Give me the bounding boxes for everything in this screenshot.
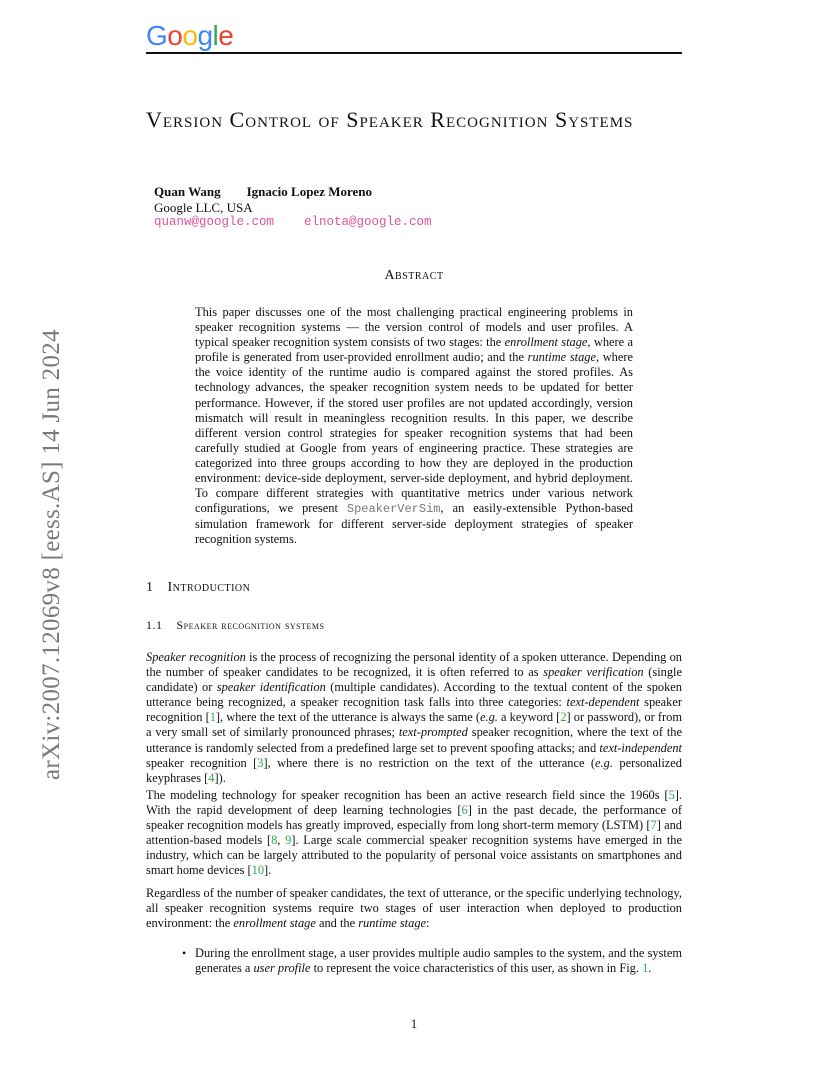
text: ]. Large scale commercial speaker recognition systems have emerged in the industry, which can be largely attributed to the popularity of personal voice assistants on smartphones and smart home devices [ [146,833,682,878]
text: ] in the past decade, the performance of speaker recognition models has greatly improved, especially from long short-term memory (LSTM) [ [146,803,683,833]
subsection-title: Speaker recognition systems [176,618,325,632]
author-emails [154,215,432,231]
text: (multiple candidates). According to the textual content of the spoken utterance being recognized, a speaker recognition task falls into three categories: [146,680,682,710]
citation-link[interactable]: 5 [668,788,675,802]
abstract-text: This paper discusses one of the most challenging practical engineering problems in speaker recognition systems — the version control of models and user profiles. A typical speaker recognition system consists of two stages: the [195,305,633,350]
author-name: Quan Wang [154,184,221,199]
affiliation: Google LLC, USA [154,199,253,215]
text: ] or password), or from a very small set of similarly pronounced phrases; [146,710,682,740]
citation-link[interactable]: 9 [285,833,292,848]
text: and the [315,916,359,931]
text: is the process of recognizing the personal identity of a spoken utterance. Depending on the number of speaker candidates to be recognized, it is often referred to as [146,650,683,680]
header-rule [146,52,682,54]
subsection-number: 1.1 [146,618,163,632]
text: ]. With the rapid development of deep learning technologies [ [146,788,682,818]
citation-link[interactable]: 10 [251,863,265,878]
section-number: 1 [146,580,154,595]
abstract-text: , an easily-extensible Python-based simulation framework for different server-side deployment strategies of speaker recognition systems. [195,501,633,547]
abstract-body [195,305,633,548]
logo-letter: g [197,20,213,51]
author-block [154,184,432,231]
citation-link[interactable]: 2 [560,710,567,725]
emphasis: text-independent [599,740,682,755]
citation-link[interactable]: 8 [271,833,278,848]
abstract-heading: Abstract [384,268,444,283]
bullet-marker: • [182,946,187,960]
body-paragraph [146,650,682,786]
section-title: Introduction [167,580,251,595]
logo-letter: o [182,20,198,51]
emphasis: e.g. [480,710,498,725]
emphasis: runtime stage [358,916,427,931]
emphasis: user profile [253,961,311,976]
citation-link[interactable]: 4 [208,770,215,785]
emphasis: text-dependent [566,695,640,710]
emphasis: text-prompted [398,725,468,740]
text: a keyword [ [497,710,561,725]
text: speaker recognition [ [146,695,682,725]
text: speaker recognition [ [146,755,258,770]
emphasis: Speaker recognition [146,650,246,664]
abstract-emphasis: runtime stage [527,350,596,365]
emphasis: speaker identification [216,680,326,695]
text: ]. [264,863,272,878]
email-link[interactable]: quanw@google.com [154,215,275,229]
figure-link[interactable]: 1 [642,961,649,976]
text: . [648,961,652,976]
google-logo [146,18,233,54]
text: Regardless of the number of speaker candidates, the text of utterance, or the specific underlying technology, all speaker recognition systems require two stages of user interaction when deployed to production environment: the [146,886,682,931]
citation-link[interactable]: 1 [209,710,216,725]
text: (single candidate) or [146,665,682,695]
emphasis: e.g. [595,755,613,770]
text: : [426,916,430,931]
author-names [154,184,432,200]
text: , [277,833,286,848]
abstract-text: , where a profile is generated from user-provided enrollment audio; and the [195,335,634,365]
emphasis: speaker verification [543,665,644,680]
citation-link[interactable]: 6 [461,803,468,818]
text: During the enrollment stage, a user provides multiple audio samples to the system, and the system generates a [195,946,682,976]
framework-name: SpeakerVerSim [346,502,441,517]
text: ], where there is no restriction on the text of the utterance ( [263,755,596,770]
text: ] and attention-based models [ [146,818,682,848]
logo-letter: e [218,20,234,51]
subsection-heading [146,618,324,633]
emphasis: enrollment stage [233,916,316,931]
abstract-emphasis: enrollment stage [504,335,588,350]
logo-letter: G [146,20,168,51]
page-number: 1 [410,1016,418,1031]
email-link[interactable]: elnota@google.com [304,215,432,229]
text: ], where the text of the utterance is always the same ( [215,710,480,725]
text: personalized keyphrases [ [146,755,682,785]
logo-letter: o [167,20,183,51]
abstract-text: , where the voice identity of the runtime audio is compared against the stored profiles. As technology advances, the speaker recognition system needs to be updated for better performance. However, if the stored user profiles are not updated accordingly, version mismatch will result in meaningless recognition results. In this paper, we describe different version control strategies for speaker recognition systems that had been carefully studied at Google from years of engineering practice. These strategies are categorized into three groups according to how they are deployed in the production environment: device-side deployment, server-side deployment, and hybrid deployment. To compare different strategies with quantitative metrics under various network configurations, we present [195,350,633,516]
text: ]). [214,770,226,785]
text: The modeling technology for speaker recognition has been an active research field since the 1960s [ [146,788,669,802]
text: to represent the voice characteristics of this user, as shown in Fig. [310,961,643,976]
arxiv-side-stamp: arXiv:2007.12069v8 [eess.AS] 14 Jun 2024 [38,329,65,780]
section-heading [146,580,250,596]
body-paragraph [146,788,682,879]
paper-title: Version Control of Speaker Recognition Systems [146,107,634,132]
citation-link[interactable]: 3 [257,755,264,770]
logo-letter: l [212,20,219,51]
bullet-item [195,946,682,976]
body-paragraph [146,886,682,931]
author-name: Ignacio Lopez Moreno [246,184,373,199]
citation-link[interactable]: 7 [650,818,657,833]
text: speaker recognition, where the text of the utterance is randomly selected from a predefined large set to prevent spoofing attacks; and [146,725,683,755]
